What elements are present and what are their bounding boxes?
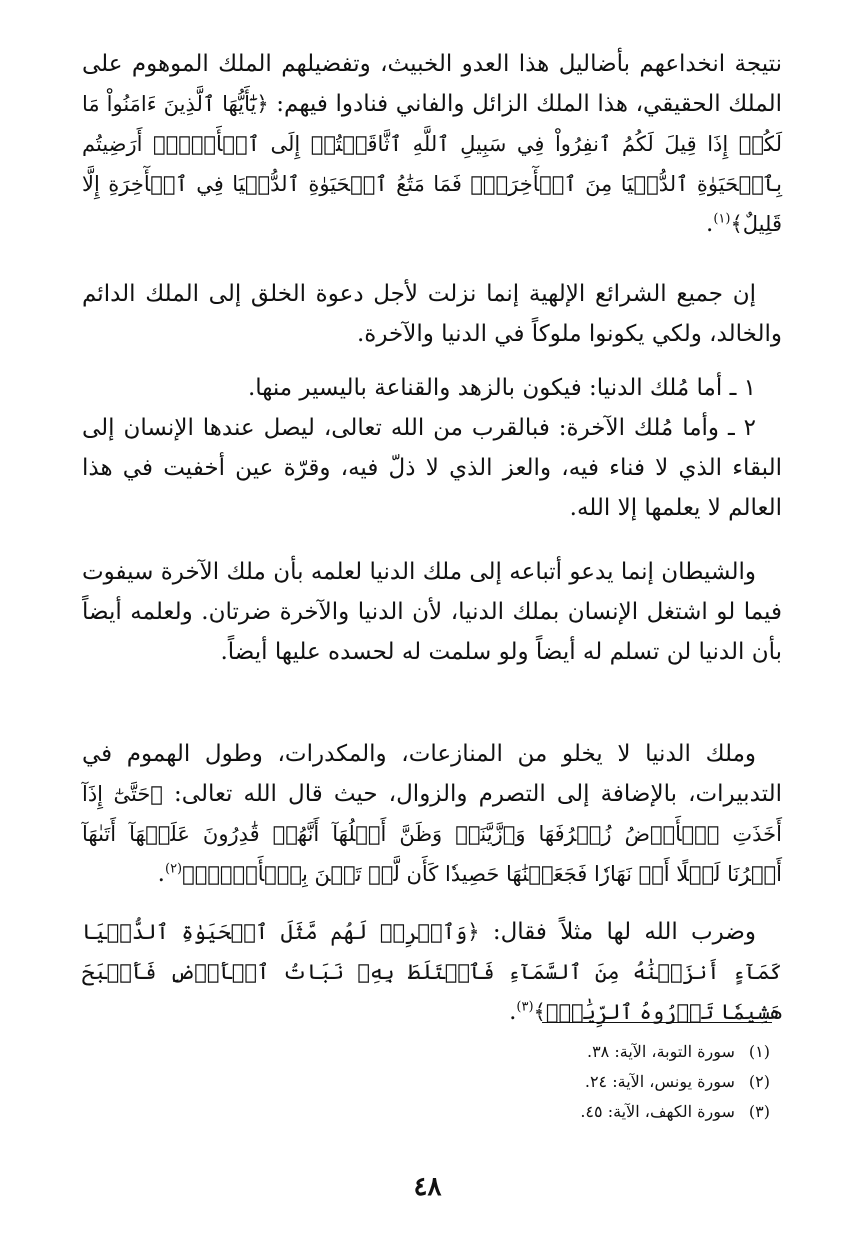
footnote-divider	[542, 1022, 772, 1023]
paragraph-7-end: .	[509, 999, 517, 1025]
paragraph-6-end: .	[157, 861, 165, 887]
paragraph-1-text: نتيجة انخداعهم بأضاليل هذا العدو الخبيث، وتفضيلهم الملك الموهوم على الملك الحقيقي، هذا الملك الزائل والفاني فنادوا فيهم:	[82, 51, 782, 117]
paragraph-2: إن جميع الشرائع الإلهية إنما نزلت لأجل دعوة الخلق إلى الملك الدائم والخالد، ولكي يكونوا ملوكاً في الدنيا والآخرة.	[82, 281, 782, 347]
footnote-ref-2: (٢)	[164, 861, 183, 877]
paragraph-3: ١ ـ أما مُلك الدنيا: فيكون بالزهد والقناعة باليسير منها.	[247, 375, 756, 401]
footnote-3	[580, 1101, 770, 1123]
paragraph-4: ٢ ـ وأما مُلك الآخرة: فبالقرب من الله تعالى، ليصل عندها الإنسان إلى البقاء الذي لا فناء فيه، والعز الذي لا ذلّ فيه، وقرّة عين أخفيت في هذا العالم لا يعلمها إلا الله.	[82, 415, 782, 521]
paragraph-7-text: وضرب الله لها مثلاً فقال:	[479, 919, 756, 945]
footnote-3-number: (٣)	[748, 1102, 770, 1121]
quran-verse-kahf: ﴿وَٱضۡرِبۡ لَهُم مَّثَلَ ٱلۡحَيَوٰةِ ٱلدُّنۡيَا كَمَآءٍ أَنزَلۡنَٰهُ مِنَ ٱلسَّمَآءِ فَٱخۡتَلَطَ بِهِۦ نَبَاتُ ٱلۡأَرۡضِ فَأَصۡبَحَ هَشِيمٗا تَذۡرُوهُ ٱلرِّيَٰحُۗ﴾	[82, 920, 782, 1024]
paragraph-1-end: .	[706, 211, 714, 237]
footnote-1-text: سورة التوبة، الآية: ٣٨.	[586, 1042, 735, 1061]
paragraph-6	[82, 734, 782, 894]
footnote-1-number: (١)	[748, 1042, 770, 1061]
page-number: ٤٨	[413, 1172, 442, 1202]
paragraph-1	[82, 44, 782, 244]
footnote-ref-1: (١)	[713, 211, 731, 227]
footnote-ref-3: (٣)	[516, 999, 534, 1015]
paragraph-7	[82, 912, 782, 1032]
footnote-2-number: (٢)	[748, 1072, 770, 1091]
paragraph-5: والشيطان إنما يدعو أتباعه إلى ملك الدنيا لعلمه بأن ملك الآخرة سيفوت فيما لو اشتغل الإنسان بملك الدنيا، لأن الدنيا والآخرة ضرتان. ولعلمه أيضاً بأن الدنيا لن تسلم له أيضاً ولو سلمت له لحسده عليها أيضاً.	[82, 559, 782, 665]
quran-verse-tawbah: ﴿يَٰٓأَيُّهَا ٱلَّذِينَ ءَامَنُواْ مَا لَكُمۡ إِذَا قِيلَ لَكُمُ ٱنفِرُواْ فِي سَبِيلِ ٱللَّهِ ٱثَّاقَلۡتُمۡ إِلَى ٱلۡأَرۡضِۚ أَرَضِيتُم بِٱلۡحَيَوٰةِ ٱلدُّنۡيَا مِنَ ٱلۡأٓخِرَةِۚ فَمَا مَتَٰعُ ٱلۡحَيَوٰةِ ٱلدُّنۡيَا فِي ٱلۡأٓخِرَةِ إِلَّا قَلِيلٌ﴾	[82, 92, 782, 236]
footnote-3-text: سورة الكهف، الآية: ٤٥.	[580, 1102, 735, 1121]
footnote-1	[587, 1041, 770, 1063]
footnote-2	[585, 1071, 770, 1093]
footnote-2-text: سورة يونس، الآية: ٢٤.	[584, 1072, 735, 1091]
paragraph-6-text: وملك الدنيا لا يخلو من المنازعات، والمكدرات، وطول الهموم في التدبيرات، بالإضافة إلى التصرم والزوال، حيث قال الله تعالى:	[82, 741, 782, 807]
quran-verse-yunus: ﴿حَتَّىٰٓ إِذَآ أَخَذَتِ ٱلۡأَرۡضُ زُخۡرُفَهَا وَٱزَّيَّنَتۡ وَظَنَّ أَهۡلُهَآ أَنَّهُمۡ قَٰدِرُونَ عَلَيۡهَآ أَتَىٰهَآ أَمۡرُنَا لَيۡلًا أَوۡ نَهَارٗا فَجَعَلۡنَٰهَا حَصِيدٗا كَأَن لَّمۡ تَغۡنَ بِٱلۡأَمۡسِۚ﴾	[82, 782, 782, 886]
